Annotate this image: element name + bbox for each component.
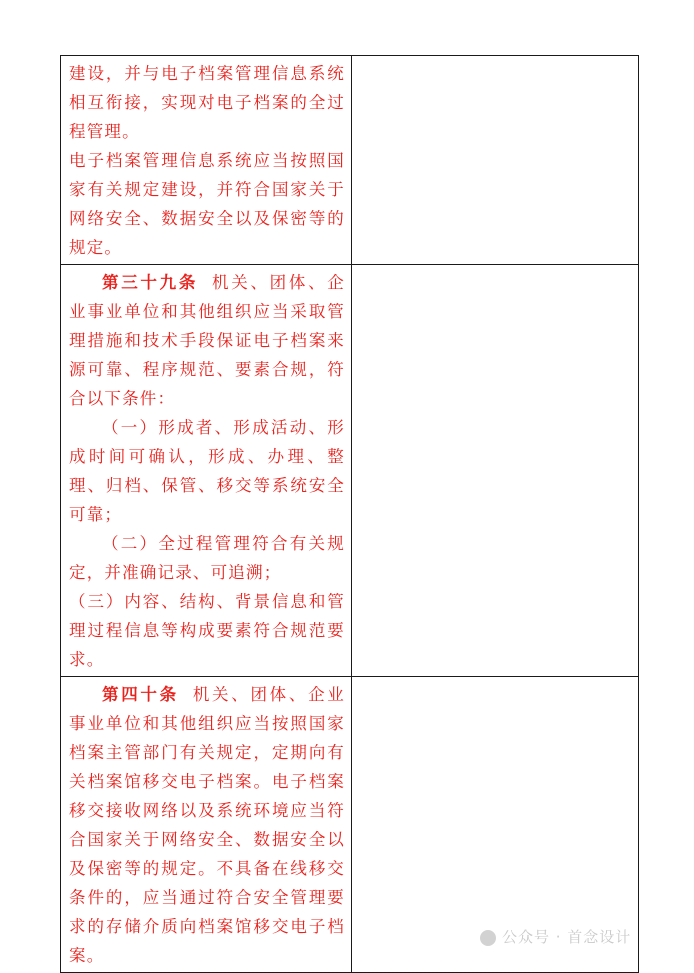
table-cell-left bbox=[61, 56, 352, 265]
table-cell-right bbox=[352, 265, 639, 677]
article-number: 第三十九条 bbox=[102, 273, 199, 292]
article-number: 第四十条 bbox=[102, 685, 179, 704]
table-row bbox=[61, 56, 639, 265]
article-text: 机关、团体、企业事业单位和其他组织应当按照国家档案主管部门有关规定，定期向有关档案馆移交电子档案。电子档案移交接收网络以及系统环境应当符合国家关于网络安全、数据安全以及保密等的规定。不具备在线移交条件的，应当通过符合安全管理要求的存储介质向档案馆移交电子档案。 bbox=[69, 685, 345, 965]
article-item: （一）形成者、形成活动、形成时间可确认，形成、办理、整理、归档、保管、移交等系统安全可靠； bbox=[69, 418, 345, 524]
article-text: 机关、团体、企业事业单位和其他组织应当采取管理措施和技术手段保证电子档案来源可靠、程序规范、要素合规，符合以下条件： bbox=[69, 273, 345, 408]
article-paragraph bbox=[69, 268, 345, 413]
table-cell-left bbox=[61, 677, 352, 973]
comparison-table bbox=[60, 55, 639, 973]
watermark-text: 公众号 · 首念设计 bbox=[502, 928, 632, 946]
paragraph: 电子档案管理信息系统应当按照国家有关规定建设，并符合国家关于网络安全、数据安全以及保密等的规定。 bbox=[69, 151, 345, 257]
table-cell-right bbox=[352, 56, 639, 265]
article-item: （二）全过程管理符合有关规定，并准确记录、可追溯； bbox=[69, 534, 345, 582]
wechat-icon bbox=[480, 930, 496, 946]
article-paragraph bbox=[69, 680, 345, 970]
paragraph: 建设，并与电子档案管理信息系统相互衔接，实现对电子档案的全过程管理。 bbox=[69, 64, 345, 141]
table-row bbox=[61, 265, 639, 677]
table-cell-left bbox=[61, 265, 352, 677]
article-item: （三）内容、结构、背景信息和管理过程信息等构成要素符合规范要求。 bbox=[69, 592, 345, 669]
comparison-table-wrapper bbox=[60, 55, 638, 973]
watermark bbox=[480, 926, 631, 947]
